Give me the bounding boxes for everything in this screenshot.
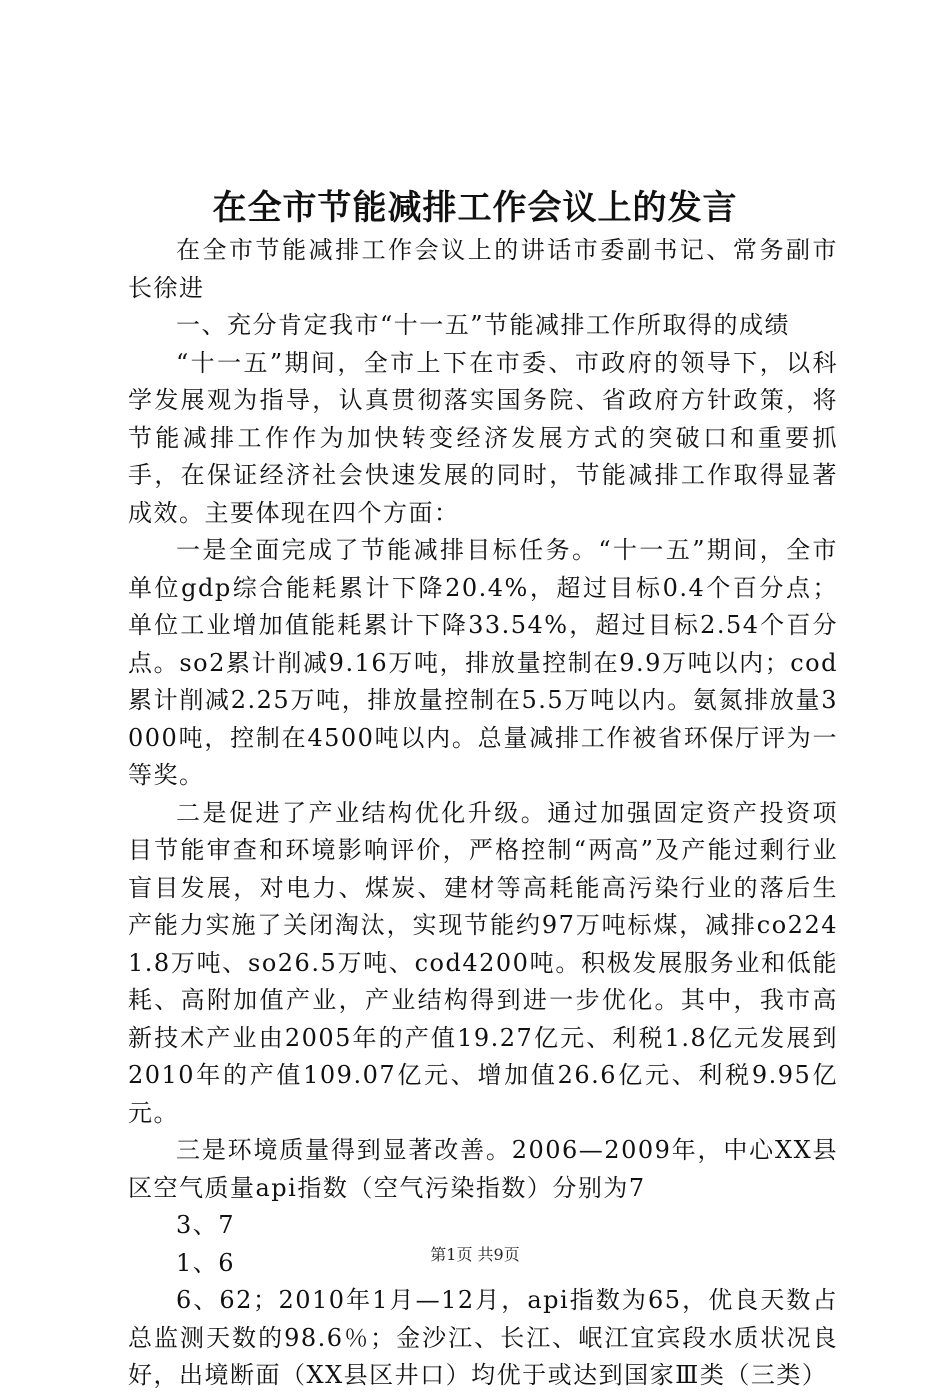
document-body <box>128 232 838 1395</box>
paragraph-air-water: 6、62；2010年1月—12月，api指数为65，优良天数占总监测天数的98.6％；金沙江、长江、岷江宜宾段水质状况良好，出境断面（XX县区井口）均优于或达到国家Ⅲ类（三类） <box>128 1286 838 1389</box>
paragraph-industry: 二是促进了产业结构优化升级。通过加强固定资产投资项目节能审查和环境影响评价，严格控制“两高”及产能过剩行业盲目发展，对电力、煤炭、建材等高耗能高污染行业的落后生产能力实施了关闭淘汰，实现节能约97万吨标煤，减排co2241.8万吨、so26.5万吨、cod4200吨。积极发展服务业和低能耗、高附加值产业，产业结构得到进一步优化。其中，我市高新技术产业由2005年的产值19.27亿元、利税1.8亿元发展到2010年的产值109.07亿元、增加值26.6亿元、利税9.95亿元。 <box>128 798 838 1127</box>
paragraph-fragment-1: 3、7 <box>176 1211 236 1239</box>
paragraph-heading-1: 一、充分肯定我市“十一五”节能减排工作所取得的成绩 <box>176 311 791 339</box>
document-title: 在全市节能减排工作会议上的发言 <box>212 188 738 228</box>
paragraph-intro: 在全市节能减排工作会议上的讲话市委副书记、常务副市长徐进 <box>128 236 838 302</box>
paragraph-overview: “十一五”期间，全市上下在市委、市政府的领导下，以科学发展观为指导，认真贯彻落实国务院、省政府方针政策，将节能减排工作作为加快转变经济发展方式的突破口和重要抓手，在保证经济社会快速发展的同时，节能减排工作取得显著成效。主要体现在四个方面： <box>128 348 838 527</box>
paragraph-fragment-2: 1、6 <box>176 1248 236 1277</box>
page-footer: 第1页 共9页 <box>430 1245 520 1264</box>
paragraph-targets: 一是全面完成了节能减排目标任务。“十一五”期间，全市单位gdp综合能耗累计下降20.4%，超过目标0.4个百分点；单位工业增加值能耗累计下降33.54%，超过目标2.54个百分点。so2累计削减9.16万吨，排放量控制在9.9万吨以内；cod累计削减2.25万吨，排放量控制在5.5万吨以内。氨氮排放量3000吨，控制在4500吨以内。总量减排工作被省环保厅评为一等奖。 <box>128 536 838 789</box>
paragraph-environment: 三是环境质量得到显著改善。2006—2009年，中心XX县区空气质量api指数（空气污染指数）分别为7 <box>128 1136 838 1202</box>
